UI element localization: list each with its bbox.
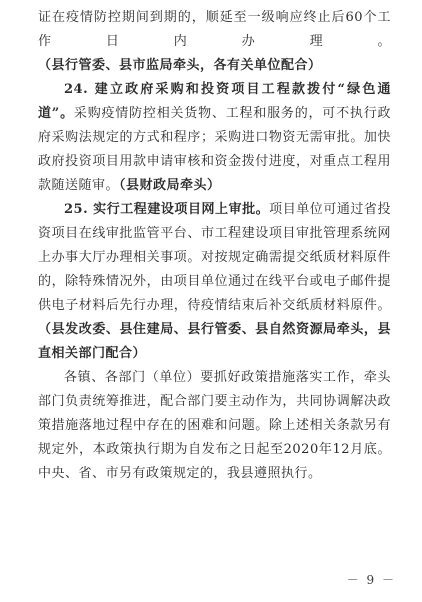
lead-departments: （县发改委、县住建局、县行管委、县自然资源局牵头，县直相关部门配合） xyxy=(38,322,391,361)
page-number: － 9 － xyxy=(346,573,396,587)
paragraph-item-25 xyxy=(38,198,391,366)
lead-departments: （县财政局牵头） xyxy=(119,178,221,193)
paragraph-body: 证在疫情防控期间到期的，顺延至一级响应终止后60个工作日内办理。 xyxy=(38,10,391,49)
paragraph-continuation xyxy=(38,6,391,78)
paragraph-item-24 xyxy=(38,78,391,198)
paragraph-closing xyxy=(38,366,391,486)
paragraph-body: 各镇、各部门（单位）要抓好政策措施落实工作，牵头部门负责统筹推进，配合部门要主动作为，共同协调解决政策措施落地过程中存在的困难和问题。除上述相关条款另有规定外，本政策执行期为自发布之日起至2020年12月底。中央、省、市另有政策规定的，我县遵照执行。 xyxy=(38,370,391,481)
paragraph-body: 项目单位可通过省投资项目在线审批监管平台、市工程建设项目审批管理系统网上办事大厅办理相关事项。对按规定确需提交纸质材料原件的，除特殊情况外，由项目单位通过在线平台或电子邮件提供电子材料后先行办理，待疫情结束后补交纸质材料原件。 xyxy=(38,202,391,313)
paragraph-body: 采购疫情防控相关货物、工程和服务的，可不执行政府采购法规定的方式和程序；采购进口物资无需审批。加快政府投资项目用款申请审核和资金拨付进度，对重点工程用款随送随审。 xyxy=(38,106,391,193)
item-heading: 25. 实行工程建设项目网上审批。 xyxy=(64,202,270,217)
item-heading: 24. 建立政府采购和投资项目工程款拨付“绿色通道”。 xyxy=(38,82,391,121)
lead-departments: （县行管委、县市监局牵头，各有关单位配合） xyxy=(38,58,322,73)
